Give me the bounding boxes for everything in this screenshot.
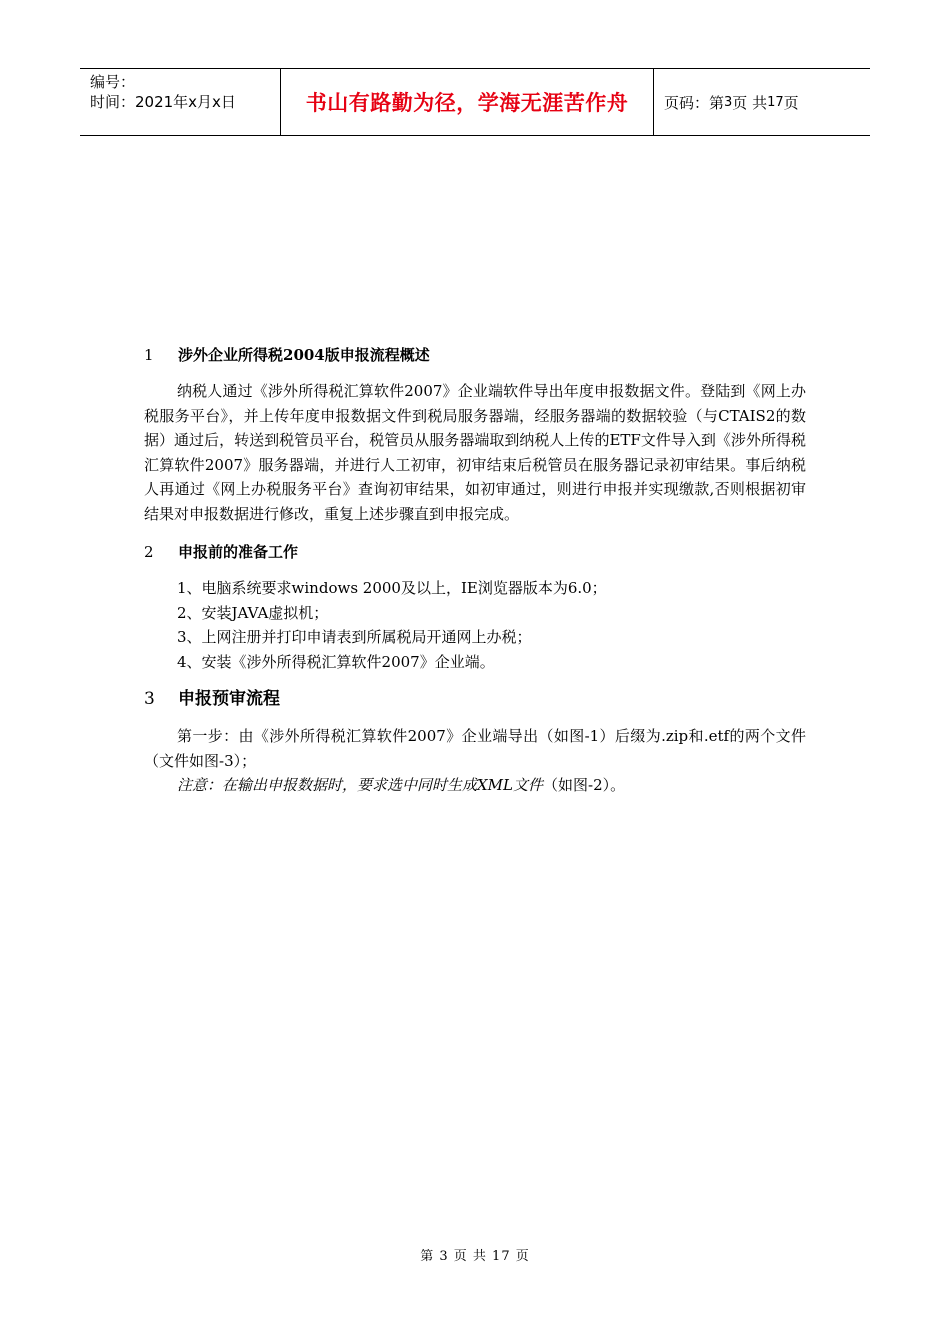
note-italic: 注意：在输出申报数据时，要求选中同时生成XML文件: [177, 776, 544, 794]
page-prefix: 页码：第: [664, 93, 725, 112]
list-item: 2、安装JAVA虚拟机；: [177, 603, 329, 622]
time-label: 时间：2021年x月x日: [90, 93, 236, 111]
note-tail: （如图-2）。: [543, 776, 626, 794]
page-total: 17: [767, 94, 784, 110]
list-item: 1、电脑系统要求windows 2000及以上，IE浏览器版本为6.0；: [177, 579, 607, 597]
section-2-heading: [144, 540, 806, 564]
note-paragraph: [144, 773, 806, 798]
section-title: 申报前的准备工作: [178, 543, 299, 561]
section-title: 申报预审流程: [178, 689, 280, 709]
section-1-paragraph: 纳税人通过《涉外所得税汇算软件2007》企业端软件导出年度申报数据文件。登陆到《网上办税服务平台》，并上传年度申报数据文件到税局服务器端，经服务器端的数据较验（与CTAIS2的数据）通过后，转送到税管员平台，税管员从服务器端取到纳税人上传的ETF文件导入到《涉外所得税汇算软件2007》服务器端，并进行人工初审，初审结束后税管员在服务器记录初审结果。事后纳税人再通过《网上办税服务平台》查询初审结果，如初审通过，则进行申报并实现缴款,否则根据初审结果对申报数据进行修改，重复上述步骤直到申报完成。: [144, 382, 806, 523]
page-footer: 第 3 页 共 17 页: [420, 1249, 530, 1264]
step-1-paragraph: 第一步：由《涉外所得税汇算软件2007》企业端导出（如图-1）后缀为.zip和.etf的两个文件（文件如图-3）；: [144, 727, 806, 770]
header-motto: 书山有路勤为径，学海无涯苦作舟: [281, 69, 654, 135]
document-body: [144, 343, 806, 798]
page-number: 3: [724, 94, 733, 110]
section-number: 3: [144, 689, 155, 709]
page-header: [80, 68, 870, 136]
header-page-info: [654, 69, 870, 135]
section-number: 2: [144, 543, 154, 561]
page-mid: 页 共: [732, 93, 768, 112]
list-item: 4、安装《涉外所得税汇算软件2007》企业端。: [177, 652, 495, 671]
section-3-heading: [144, 686, 806, 712]
section-title: 涉外企业所得税2004版申报流程概述: [178, 346, 430, 364]
section-number: 1: [144, 346, 154, 364]
prep-list: [144, 576, 806, 674]
page-suffix: 页: [783, 93, 799, 112]
number-label: 编号：: [90, 73, 136, 91]
list-item: 3、上网注册并打印申请表到所属税局开通网上办税；: [177, 628, 532, 646]
section-1-heading: [144, 343, 806, 367]
header-meta: [80, 69, 281, 135]
